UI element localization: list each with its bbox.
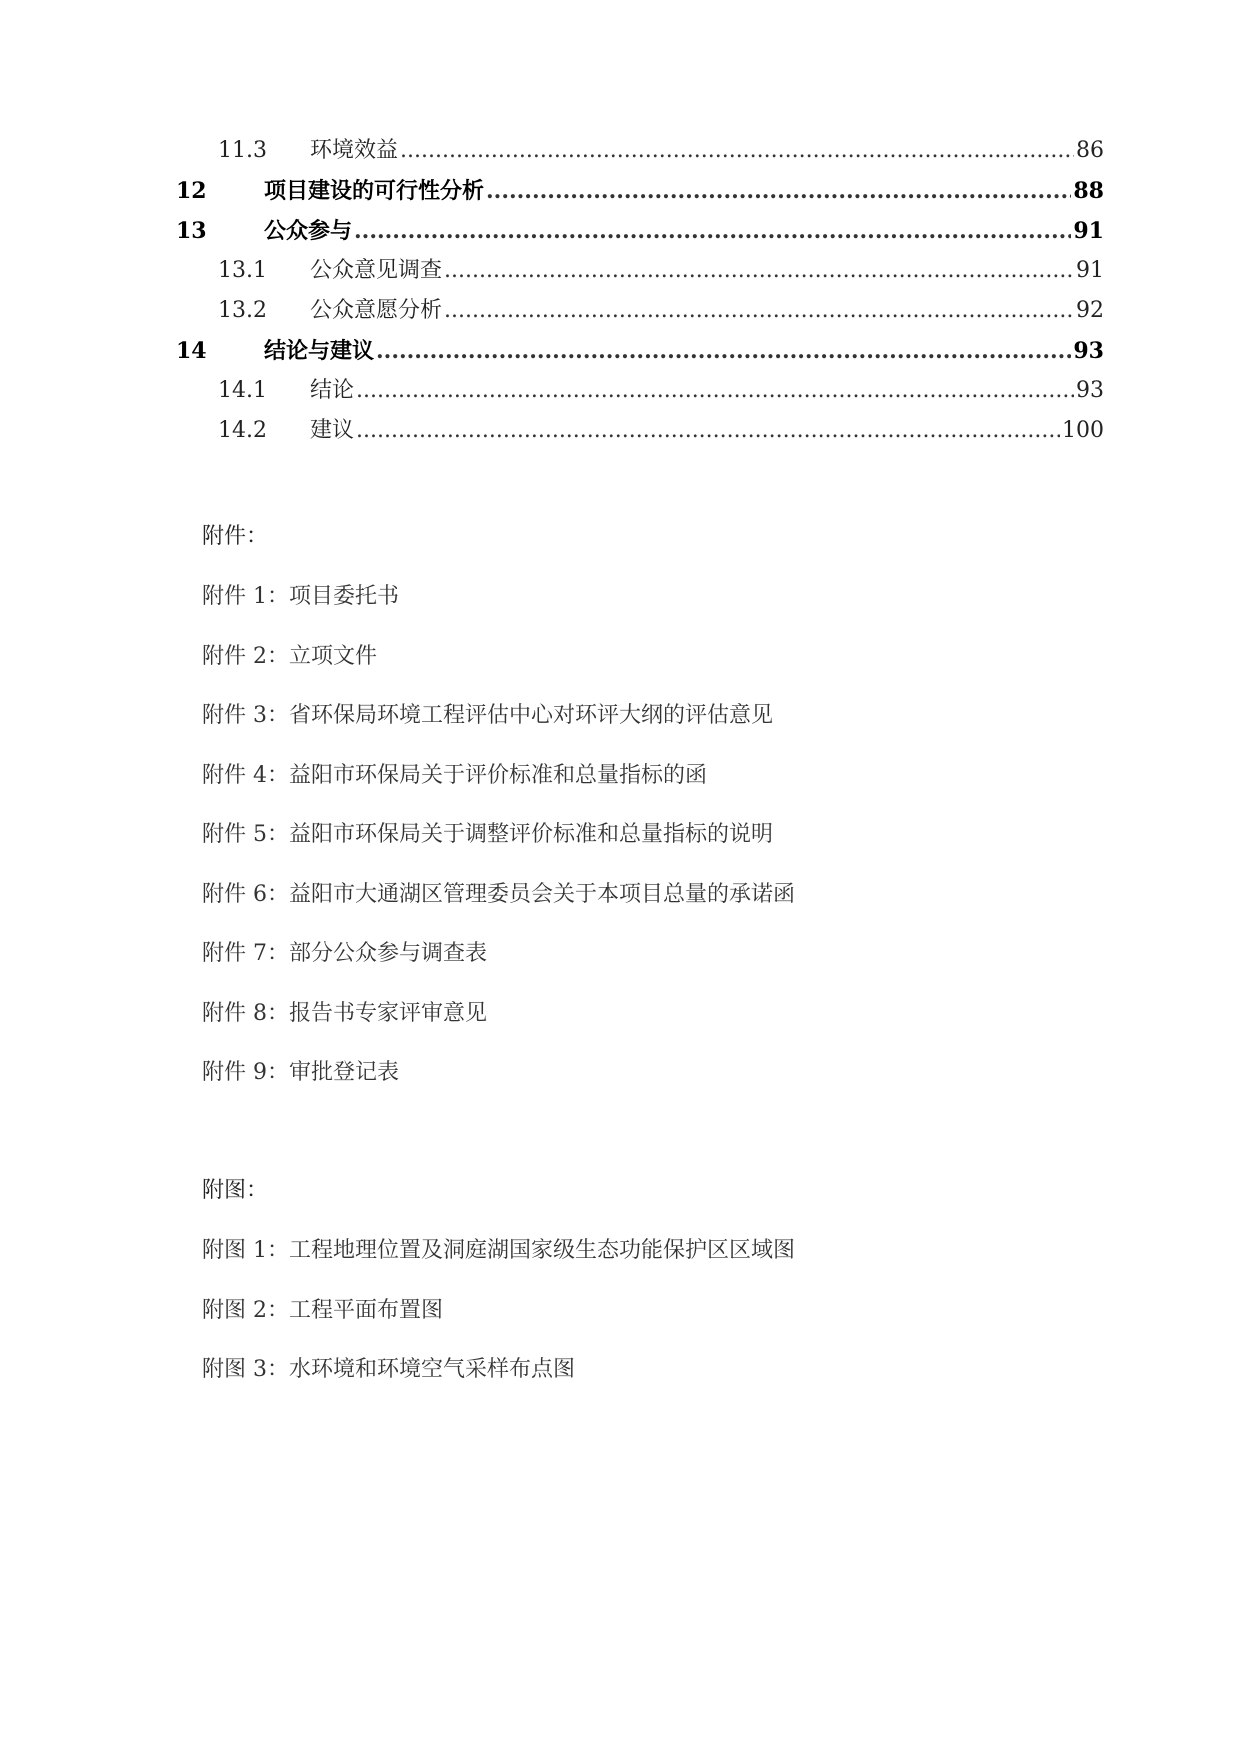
attachment-item: 附件 8：报告书专家评审意见	[202, 1000, 487, 1026]
attachment-item: 附件 2：立项文件	[202, 643, 377, 669]
figures-heading: 附图：	[202, 1178, 269, 1203]
toc-dot-leader	[400, 131, 1074, 171]
toc-entry[interactable]	[176, 411, 1104, 451]
toc-entry[interactable]	[176, 171, 1104, 211]
toc-entry-number: 14.2	[218, 418, 267, 443]
table-of-contents	[176, 131, 1104, 451]
toc-dot-leader	[444, 291, 1074, 331]
figure-item: 附图 2：工程平面布置图	[202, 1297, 443, 1323]
toc-entry-number: 13.1	[218, 258, 267, 283]
toc-entry-title: 公众意见调查	[310, 258, 443, 283]
attachment-item: 附件 4：益阳市环保局关于评价标准和总量指标的函	[202, 762, 707, 788]
attachment-item: 附件 3：省环保局环境工程评估中心对环评大纲的评估意见	[202, 703, 773, 728]
toc-entry-page: 92	[1076, 298, 1104, 323]
toc-entry-page: 91	[1076, 258, 1104, 283]
toc-dot-leader	[444, 251, 1074, 291]
toc-entry-page: 86	[1076, 138, 1104, 163]
toc-entry[interactable]	[176, 131, 1104, 171]
attachments-heading: 附件：	[202, 524, 269, 549]
toc-entry[interactable]	[176, 331, 1104, 371]
figure-item: 附图 3：水环境和环境空气采样布点图	[202, 1357, 575, 1382]
toc-dot-leader	[376, 331, 1071, 371]
attachment-item: 附件 5：益阳市环保局关于调整评价标准和总量指标的说明	[202, 822, 773, 847]
attachment-item: 附件 1：项目委托书	[202, 584, 399, 609]
toc-dot-leader	[354, 211, 1071, 251]
toc-entry-number: 14	[176, 338, 207, 364]
toc-entry-page: 91	[1073, 218, 1104, 244]
attachments-section	[202, 522, 1002, 1118]
toc-dot-leader	[356, 371, 1074, 411]
toc-entry-title: 公众参与	[264, 218, 353, 244]
toc-entry-title: 结论	[310, 378, 355, 403]
toc-entry-number: 13.2	[218, 298, 267, 323]
toc-entry-number: 12	[176, 178, 207, 204]
toc-entry[interactable]	[176, 371, 1104, 411]
toc-entry-title: 项目建设的可行性分析	[264, 178, 485, 204]
toc-entry-page: 93	[1076, 378, 1104, 403]
toc-dot-leader	[356, 411, 1060, 451]
attachment-item: 附件 9：审批登记表	[202, 1060, 399, 1085]
toc-entry-title: 建议	[310, 418, 355, 443]
toc-dot-leader	[486, 171, 1071, 211]
toc-entry[interactable]	[176, 291, 1104, 331]
attachment-item: 附件 7：部分公众参与调查表	[202, 941, 487, 966]
toc-entry-number: 11.3	[218, 138, 267, 163]
toc-entry-title: 结论与建议	[264, 338, 375, 364]
toc-entry-number: 14.1	[218, 378, 267, 403]
toc-entry[interactable]	[176, 251, 1104, 291]
toc-entry-page: 93	[1073, 338, 1104, 364]
attachment-item: 附件 6：益阳市大通湖区管理委员会关于本项目总量的承诺函	[202, 881, 795, 907]
figure-item: 附图 1：工程地理位置及洞庭湖国家级生态功能保护区区域图	[202, 1238, 795, 1263]
toc-entry-title: 环境效益	[310, 138, 399, 163]
toc-entry-number: 13	[176, 218, 207, 244]
toc-entry-page: 100	[1062, 418, 1104, 443]
toc-entry-page: 88	[1073, 178, 1104, 204]
toc-entry-title: 公众意愿分析	[310, 298, 443, 323]
toc-entry[interactable]	[176, 211, 1104, 251]
figures-section	[202, 1176, 1002, 1415]
